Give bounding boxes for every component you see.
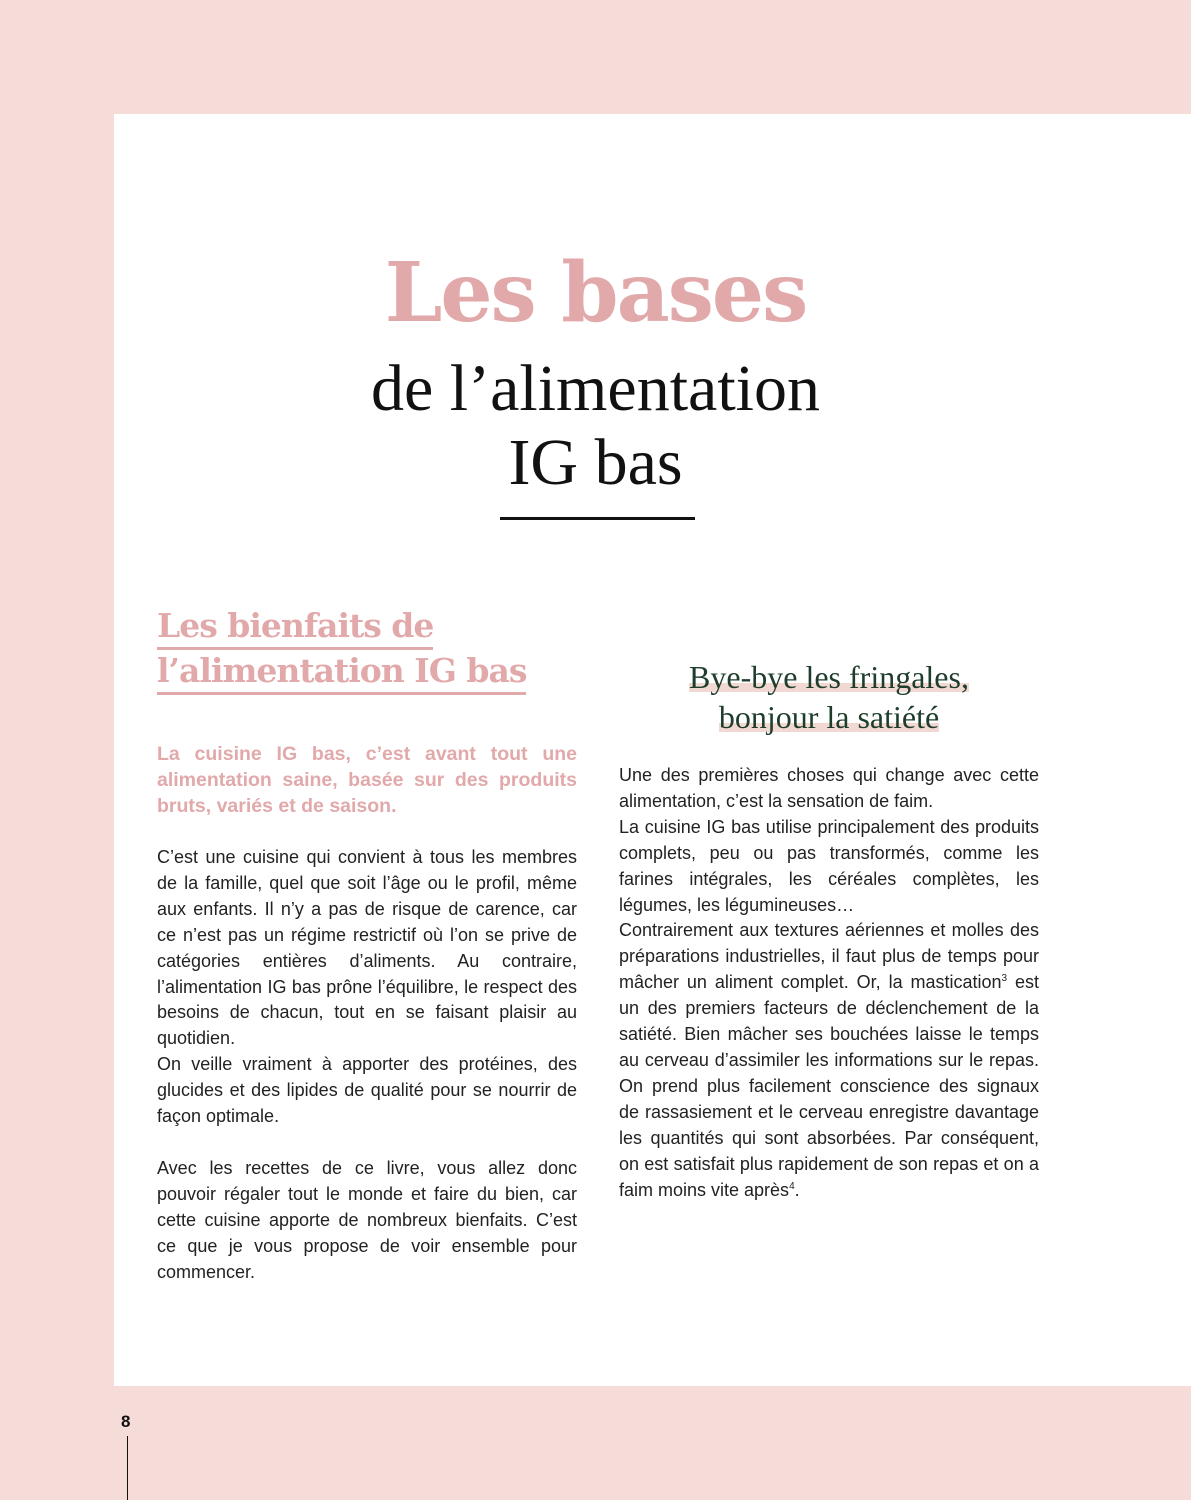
page-number: 8 bbox=[121, 1412, 131, 1431]
section-heading-satiete-line1: Bye-bye les fringales, bbox=[689, 659, 969, 695]
footnote-ref-4: 4 bbox=[789, 1180, 795, 1192]
right-paragraph-3-part-b: est un des premiers facteurs de déclenchement de la satiété. Bien mâcher ses bouchées laisse le temps au cerveau d’assimiler les informations sur le repas. On prend plus facilement conscience des signaux de rassasiement et le cerveau enregistre davantage les quantités qui sont absorbées. Par conséquent, on est satisfait plus rapidement de son repas et on a faim moins vite après bbox=[619, 972, 1040, 1200]
section-heading-satiete bbox=[619, 657, 1039, 737]
page-subtitle-line2: IG bas bbox=[508, 426, 683, 499]
page-number-rule bbox=[127, 1436, 128, 1500]
section-heading-bienfaits bbox=[157, 605, 577, 695]
footnote-ref-3: 3 bbox=[1001, 973, 1008, 985]
section-heading-satiete-line2: bonjour la satiété bbox=[718, 699, 940, 735]
right-paragraph-3-part-a: Contrairement aux textures aériennes et molles des préparations industrielles, il faut plus de temps pour mâcher un aliment complet. Or, la mastication bbox=[619, 920, 1039, 993]
right-paragraph-2: La cuisine IG bas utilise principalement des produits complets, peu ou pas transformés, comme les farines intégrales, les céréales complètes, les légumes, les légumineuses… bbox=[619, 816, 1039, 915]
title-divider bbox=[500, 517, 695, 520]
right-paragraph-3 bbox=[619, 918, 1039, 1203]
body-paragraph-1: C’est une cuisine qui convient à tous les membres de la famille, quel que soit l’âge ou le profil, même aux enfants. Il n’y a pas de risque de carence, car ce n’est pas un régime restrictif où l’on se prive de catégories entières d’aliments. Au contraire, l’alimentation IG bas prône l’équilibre, le respect des besoins de chacun, tout en se faisant plaisir au quotidien. bbox=[157, 847, 577, 1049]
section-heading-bienfaits-line1: Les bienfaits de bbox=[157, 605, 433, 650]
lead-paragraph: La cuisine IG bas, c’est avant tout une alimentation saine, basée sur des produits bruts, variés et de saison. bbox=[157, 743, 577, 817]
left-column bbox=[157, 605, 577, 1286]
right-column bbox=[619, 657, 1039, 1203]
section-heading-bienfaits-line2: l’alimentation IG bas bbox=[157, 650, 526, 695]
body-paragraph-3: Avec les recettes de ce livre, vous allez donc pouvoir régaler tout le monde et faire du bien, car cette cuisine apporte de nombreux bienfaits. C’est ce que je vous propose de voir ensemble pour commencer. bbox=[157, 1157, 577, 1282]
right-paragraph-3-part-c: . bbox=[794, 1179, 800, 1200]
page-subtitle-line1: de l’alimentation bbox=[370, 352, 820, 425]
body-paragraph-2: On veille vraiment à apporter des protéines, des glucides et des lipides de qualité pour se nourrir de façon optimale. bbox=[157, 1054, 577, 1127]
right-paragraph-1: Une des premières choses qui change avec cette alimentation, c’est la sensation de faim. bbox=[619, 765, 1039, 811]
page-title: Les bases bbox=[384, 245, 807, 341]
